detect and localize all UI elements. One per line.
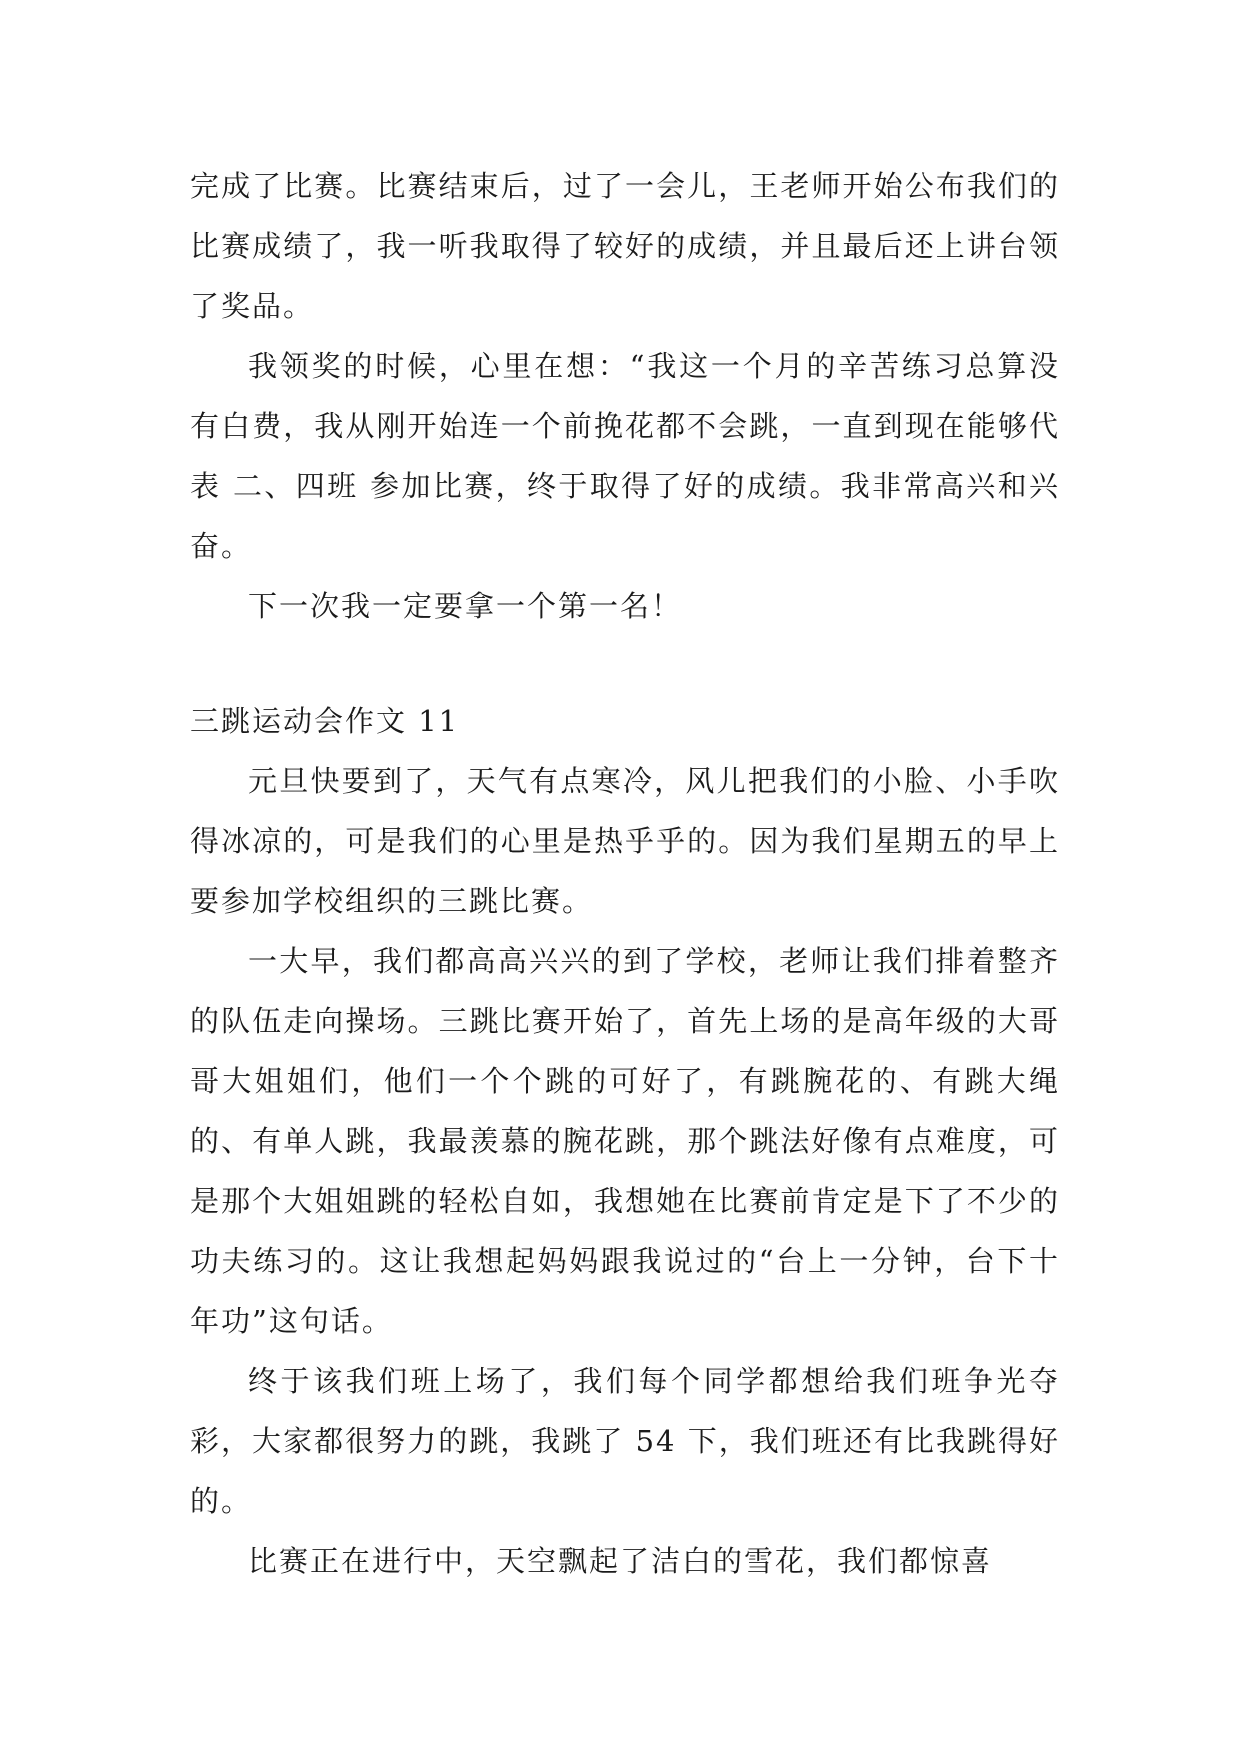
paragraph-snow: 比赛正在进行中，天空飘起了洁白的雪花，我们都惊喜 <box>248 1544 993 1578</box>
paragraph-next-goal: 下一次我一定要拿一个第一名！ <box>248 589 683 623</box>
section-title: 三跳运动会作文 11 <box>190 704 460 738</box>
document-body <box>190 156 1060 1591</box>
paragraph-award-thoughts: 我领奖的时候，心里在想：“我这一个月的辛苦练习总算没有白费，我从刚开始连一个前挽花都不会跳，一直到现在能够代表 二、四班 参加比赛，终于取得了好的成绩。我非常高兴和兴奋。 <box>190 349 1060 563</box>
paragraph-continuation: 完成了比赛。比赛结束后，过了一会儿，王老师开始公布我们的比赛成绩了，我一听我取得了较好的成绩，并且最后还上讲台领了奖品。 <box>190 169 1060 323</box>
paragraph-our-class: 终于该我们班上场了，我们每个同学都想给我们班争光夺彩，大家都很努力的跳，我跳了 54 下，我们班还有比我跳得好的。 <box>190 1364 1060 1518</box>
paragraph-new-year: 元旦快要到了，天气有点寒冷，风儿把我们的小脸、小手吹得冰凉的，可是我们的心里是热乎乎的。因为我们星期五的早上要参加学校组织的三跳比赛。 <box>190 764 1060 918</box>
paragraph-morning: 一大早，我们都高高兴兴的到了学校，老师让我们排着整齐的队伍走向操场。三跳比赛开始了，首先上场的是高年级的大哥哥大姐姐们，他们一个个跳的可好了，有跳腕花的、有跳大绳的、有单人跳，我最羡慕的腕花跳，那个跳法好像有点难度，可是那个大姐姐跳的轻松自如，我想她在比赛前肯定是下了不少的功夫练习的。这让我想起妈妈跟我说过的“台上一分钟，台下十年功”这句话。 <box>190 944 1060 1338</box>
